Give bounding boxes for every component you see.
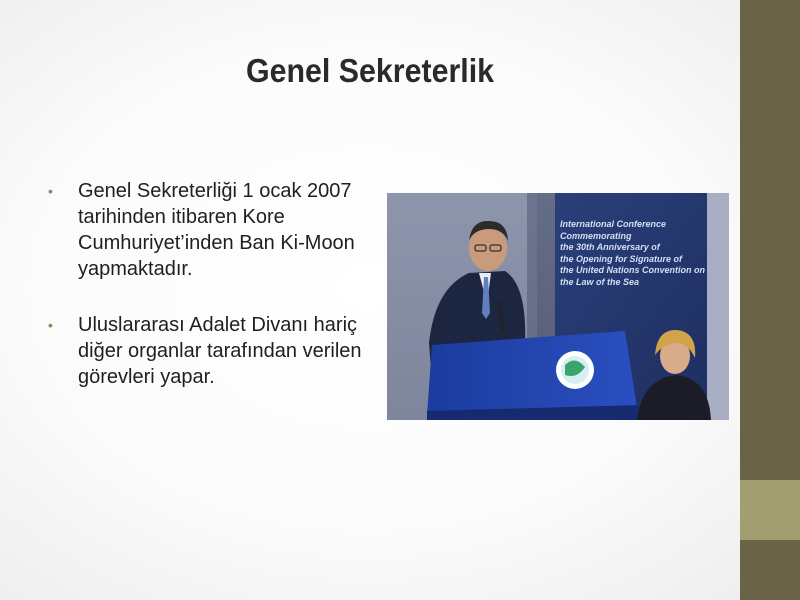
banner-line: the United Nations Convention on	[560, 265, 705, 275]
slide-title: Genel Sekreterlik	[245, 52, 495, 89]
bullet-item	[48, 312, 388, 390]
banner-line: International Conference	[560, 219, 667, 229]
bullet-text: Uluslararası Adalet Divanı hariç diğer organlar tarafından verilen görevleri yapar.	[78, 314, 362, 388]
banner-text	[560, 219, 710, 288]
sidebar-accent-block	[740, 480, 800, 540]
bullet-icon: •	[48, 183, 53, 199]
bullet-icon: •	[48, 317, 53, 333]
speaker-photo	[387, 193, 729, 420]
banner-line: Commemorating	[560, 230, 632, 241]
bullet-list	[48, 178, 388, 420]
bullet-text: Genel Sekreterliği 1 ocak 2007 tarihinden itibaren Kore Cumhuriyet’inden Ban Ki-Moon yapmaktadır.	[78, 180, 355, 280]
banner-line: the Opening for Signature of	[560, 253, 682, 264]
banner-line: the 30th Anniversary of	[560, 242, 660, 252]
bullet-item	[48, 178, 388, 282]
banner-line: the Law of the Sea	[560, 276, 640, 287]
